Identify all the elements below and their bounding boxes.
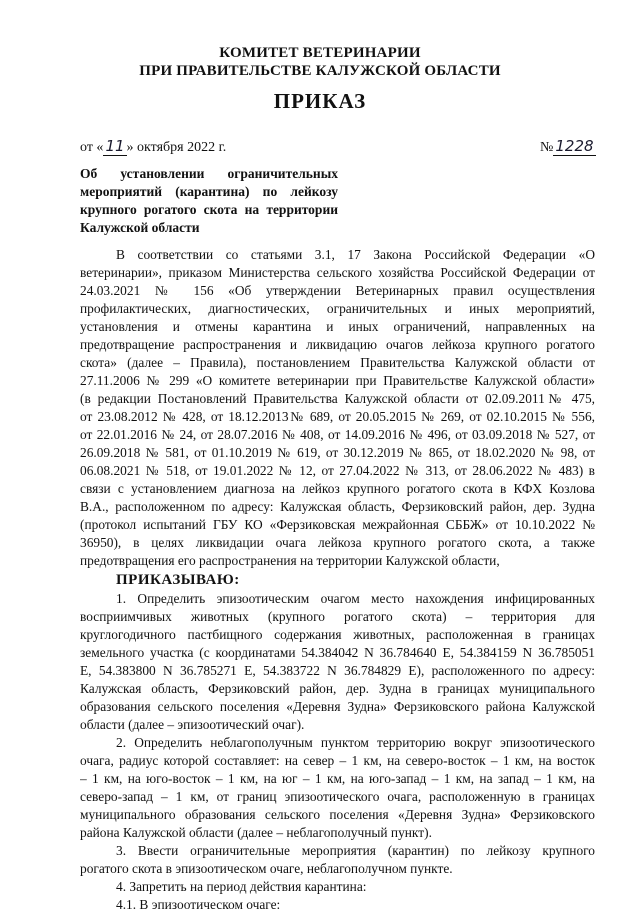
- text-line: 24.03.2021 № 156 «Об утверждении Ветеринарных правил осуществления: [80, 283, 595, 298]
- subject-line: Об установлении ограничительных: [80, 166, 338, 181]
- text-line: земельного участка (с координатами 54.384042 N 36.784640 E, 54.384159 N 36.785051: [80, 645, 595, 660]
- item-4: [80, 878, 595, 896]
- preamble-paragraph: [80, 246, 595, 570]
- text-line: связи с установлением диагноза на лейкоз крупного рогатого скота в КФХ Козлова: [80, 481, 595, 496]
- text-line: 4.1. В эпизоотическом очаге:: [116, 897, 281, 912]
- org-name-line1: КОМИТЕТ ВЕТЕРИНАРИИ: [219, 45, 421, 61]
- org-name-line2: ПРИ ПРАВИТЕЛЬСТВЕ КАЛУЖСКОЙ ОБЛАСТИ: [139, 63, 501, 79]
- text-line: очага, радиус которой составляет: на север – 1 км, на северо-восток – 1 км, на восток: [80, 753, 595, 768]
- text-line: предотвращение распространения и ликвидацию очагов лейкоза крупного рогатого: [80, 337, 595, 352]
- date-suffix: » октября 2022 г.: [126, 140, 227, 155]
- text-line: скота» (далее – Правила), постановлением Правительства Калужской области от: [80, 355, 595, 370]
- text-line: круглогодичного пастбищного содержания животных, расположенная в границах: [80, 627, 595, 642]
- text-line: 36950), в целях ликвидации очага лейкоза крупного рогатого скота, а также: [80, 535, 595, 550]
- order-number: [540, 137, 596, 156]
- text-line: 1. Определить эпизоотическим очагом место нахождения инфицированных: [116, 591, 595, 606]
- text-line: от 23.08.2012 № 428, от 18.12.2013№ 689, от 20.05.2015 № 269, от 02.10.2015 № 556,: [80, 409, 595, 424]
- text-line: установления и отмены карантина и иных ограничений, направленных на: [80, 319, 595, 334]
- text-line: Калужская область, Ферзиковский район, дер. Зудна в границах муниципального: [80, 681, 595, 696]
- text-line: от 22.01.2016 № 24, от 28.07.2016 № 408, от 14.09.2016 № 496, от 03.09.2018 № 527, от: [80, 427, 595, 442]
- order-number-handwritten: 1228: [555, 137, 594, 155]
- subject-line: мероприятий (карантина) по лейкозу: [80, 184, 338, 199]
- document-type-title: ПРИКАЗ: [273, 89, 367, 113]
- text-line: E, 54.383800 N 36.785271 E, 54.383722 N 36.784829 E), расположенного по адресу:: [80, 663, 595, 678]
- text-line: 2. Определить неблагополучным пунктом территорию вокруг эпизоотического: [116, 735, 595, 750]
- text-line: В соответствии со статьями 3.1, 17 Закона Российской Федерации «О: [116, 247, 595, 262]
- text-line: 3. Ввести ограничительные мероприятия (карантин) по лейкозу крупного: [116, 843, 595, 858]
- text-line: муниципального образования сельского поселения «Деревня Зудна» Ферзиковского: [80, 807, 595, 822]
- text-line: образования сельского поселения «Деревня Зудна» Ферзиковского района Калужской: [80, 699, 595, 714]
- text-line: северо-запад – 1 км, от границ эпизоотического очага, расположенную в границах: [80, 789, 595, 804]
- subject-line: Калужской области: [80, 220, 200, 235]
- text-line: ветеринарии», приказом Министерства сельского хозяйства Российской Федерации от: [80, 265, 595, 280]
- text-line: предотвращения его распространения на территории Калужской области,: [80, 553, 500, 568]
- text-line: 26.09.2018 № 581, от 01.10.2019 № 619, от 30.12.2019 № 865, от 18.02.2020 № 98, от: [80, 445, 595, 460]
- subject-line: крупного рогатого скота на территории: [80, 202, 338, 217]
- text-line: 27.11.2006 № 299 «О комитете ветеринарии при Правительстве Калужской области»: [80, 373, 595, 388]
- text-line: (в редакции Постановлений Правительства Калужской области от 02.09.2011№ 475,: [80, 391, 595, 406]
- text-line: 06.08.2021 № 518, от 19.01.2022 № 12, от 27.04.2022 № 313, от 28.06.2022 № 483) в: [80, 463, 595, 478]
- text-line: (протокол испытаний ГБУ КО «Ферзиковская межрайонная СББЖ» от 10.10.2022 №: [80, 517, 595, 532]
- item-4-1: [80, 896, 595, 914]
- text-line: В.А., расположенном по адресу: Калужская область, Ферзиковский район, дер. Зудна: [80, 499, 595, 514]
- item-3: [80, 842, 595, 878]
- order-subject: [80, 165, 338, 237]
- item-2: [80, 734, 595, 842]
- number-sign: №: [540, 140, 554, 155]
- text-line: 4. Запретить на период действия карантина:: [116, 879, 367, 894]
- date-day-handwritten: 11: [105, 137, 125, 155]
- text-line: профилактических, диагностических, ограничительных и иных мероприятий,: [80, 301, 595, 316]
- document-body: [80, 246, 595, 914]
- item-1: [80, 590, 595, 734]
- order-date: [80, 137, 226, 156]
- order-directive-word: ПРИКАЗЫВАЮ:: [116, 572, 240, 588]
- date-prefix: от «: [80, 140, 104, 155]
- text-line: района Калужской области (далее – неблагополучный пункт).: [80, 825, 432, 840]
- text-line: восприимчивых животных (крупного рогатого скота) – территория для: [80, 609, 595, 624]
- text-line: области (далее – эпизоотический очаг).: [80, 717, 305, 732]
- text-line: – 1 км, на юго-восток – 1 км, на юг – 1 км, на юго-запад – 1 км, на запад – 1 км, на: [80, 771, 595, 786]
- text-line: рогатого скота в эпизоотическом очаге, неблагополучном пункте.: [80, 861, 453, 876]
